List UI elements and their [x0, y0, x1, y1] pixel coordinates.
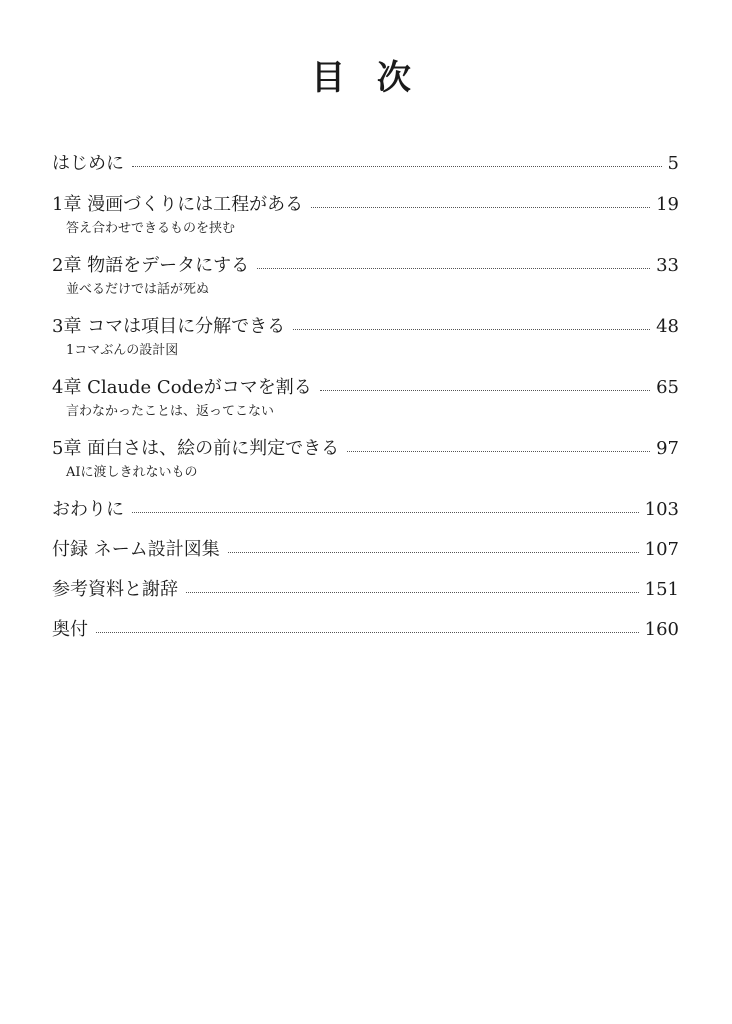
toc-entry-title: 付録 ネーム設計図集: [52, 539, 220, 560]
toc-page-number: 103: [644, 499, 679, 520]
dot-leader: [96, 632, 639, 633]
toc-page-number: 160: [644, 619, 679, 640]
toc-entry-colophon[interactable]: [52, 618, 679, 642]
toc-entry-title: 奥付: [52, 619, 88, 640]
page-title: 目 次: [311, 58, 421, 98]
toc-entry-title: 3章 コマは項目に分解できる: [52, 316, 286, 337]
toc-entry-subtitle: AIに渡しきれないもの: [66, 465, 198, 480]
toc-page-number: 97: [656, 438, 679, 459]
toc-page-number: 19: [656, 194, 679, 215]
dot-leader: [132, 166, 662, 167]
toc-entry-subtitle: 答え合わせできるものを挟む: [66, 221, 236, 236]
dot-leader: [320, 390, 650, 391]
dot-leader: [293, 329, 650, 330]
toc-entry-chapter-4[interactable]: [52, 376, 679, 421]
toc-entry-title: 参考資料と謝辞: [52, 579, 178, 600]
dot-leader: [257, 268, 650, 269]
toc-entry-title: おわりに: [52, 499, 124, 520]
toc-entry-appendix[interactable]: [52, 538, 679, 562]
toc-entry-afterword[interactable]: [52, 498, 679, 522]
toc-entry-title: はじめに: [52, 153, 124, 174]
toc-entry-chapter-3[interactable]: [52, 315, 679, 360]
toc-entry-title: 2章 物語をデータにする: [52, 255, 250, 276]
toc-page-number: 5: [667, 153, 679, 174]
toc-page-number: 48: [656, 316, 679, 337]
toc-entry-chapter-1[interactable]: [52, 193, 679, 238]
dot-leader: [347, 451, 650, 452]
toc-page-number: 151: [644, 579, 679, 600]
toc-entry-chapter-5[interactable]: [52, 437, 679, 482]
toc-entry-subtitle: 1コマぶんの設計図: [66, 343, 179, 358]
toc-entry-chapter-2[interactable]: [52, 254, 679, 299]
toc-page-number: 65: [656, 377, 679, 398]
toc-entry-subtitle: 並べるだけでは話が死ぬ: [66, 282, 210, 297]
toc-entry-title: 1章 漫画づくりには工程がある: [52, 194, 304, 215]
dot-leader: [228, 552, 639, 553]
toc-entry-subtitle: 言わなかったことは、返ってこない: [66, 404, 275, 419]
dot-leader: [311, 207, 650, 208]
dot-leader: [186, 592, 639, 593]
dot-leader: [132, 512, 639, 513]
toc-entry-title: 5章 面白さは、絵の前に判定できる: [52, 438, 340, 459]
toc-page-number: 33: [656, 255, 679, 276]
toc-entry-title: 4章 Claude Codeがコマを割る: [52, 377, 312, 398]
toc-page-number: 107: [644, 539, 679, 560]
toc-entry-references[interactable]: [52, 578, 679, 602]
toc-entry-intro[interactable]: [52, 152, 679, 176]
